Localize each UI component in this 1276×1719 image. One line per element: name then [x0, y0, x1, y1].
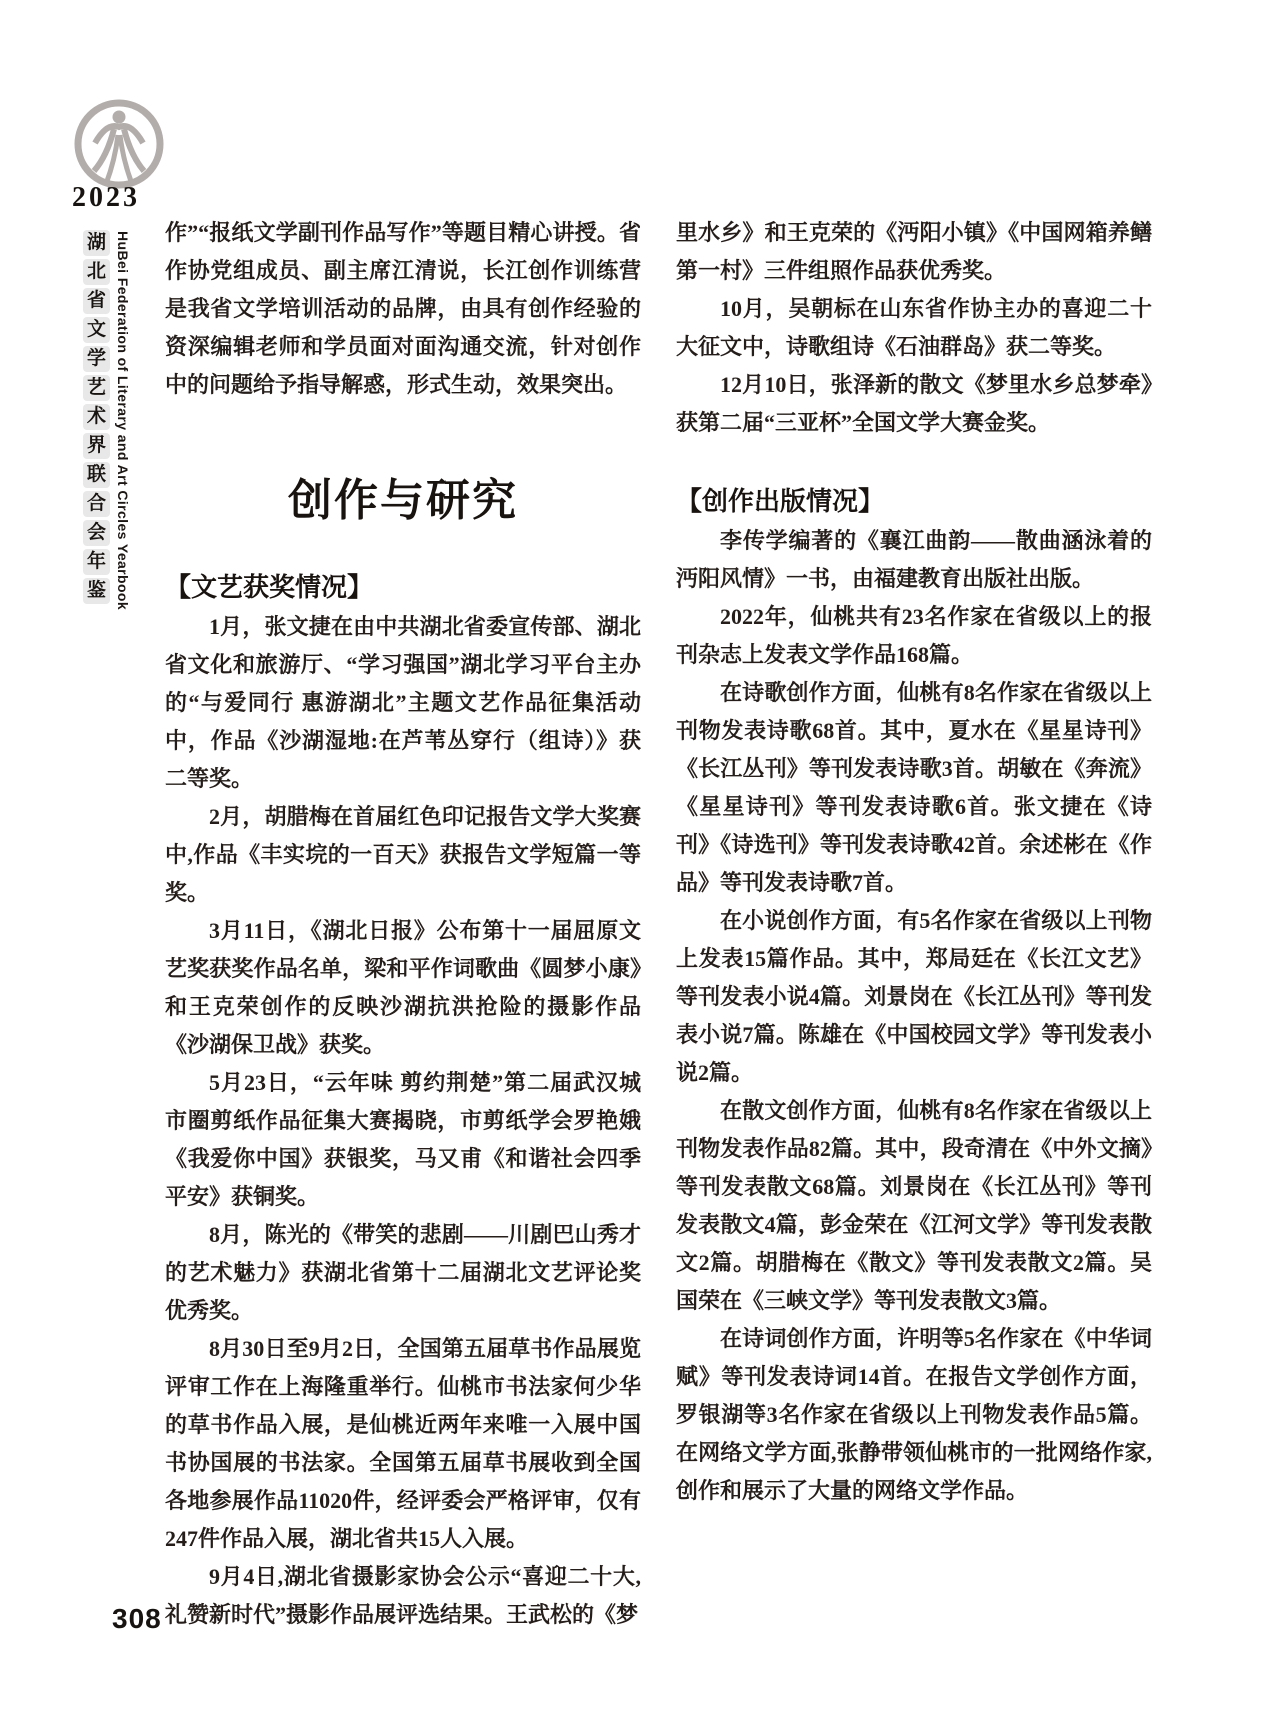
body-paragraph: 12月10日，张泽新的散文《梦里水乡总梦牵》获第二届“三亚杯”全国文学大赛金奖。 — [676, 372, 1152, 435]
sidebar-english-title: HuBei Federation of Literary and Art Circles Yearbook — [115, 231, 131, 611]
sidebar-title-char: 联 — [83, 462, 110, 488]
sidebar-title-char: 术 — [83, 404, 110, 430]
body-paragraph: 8月30日至9月2日，全国第五届草书作品展览评审工作在上海隆重举行。仙桃市书法家何少华的草书作品入展，是仙桃近两年来唯一入展中国书协国展的书法家。全国第五届草书展收到全国各地参展作品11020件，经评委会严格评审，仅有247件作品入展，湖北省共15人入展。 — [165, 1336, 641, 1551]
page-number: 308 — [112, 1603, 162, 1634]
sidebar-vertical-title — [83, 230, 110, 604]
chapter-title: 创作与研究 — [288, 476, 518, 525]
body-paragraph: 1月，张文捷在由中共湖北省委宣传部、湖北省文化和旅游厅、“学习强国”湖北学习平台主办的“与爱同行 惠游湖北”主题文艺作品征集活动中，作品《沙湖湿地:在芦苇丛穿行（组诗）》获二等奖。 — [165, 614, 641, 791]
left-column — [165, 214, 641, 1634]
sidebar-title-char: 艺 — [83, 375, 110, 401]
year-badge: 2023 — [72, 182, 140, 213]
body-paragraph: 里水乡》和王克荣的《沔阳小镇》《中国网箱养鳝第一村》三件组照作品获优秀奖。 — [676, 220, 1152, 283]
sidebar-title-char: 鉴 — [83, 578, 110, 604]
sidebar-title-char: 学 — [83, 346, 110, 372]
body-paragraph: 李传学编著的《襄江曲韵——散曲涵泳着的沔阳风情》一书，由福建教育出版社出版。 — [676, 528, 1152, 591]
body-paragraph: 作”“报纸文学副刊作品写作”等题目精心讲授。省作协党组成员、副主席江清说，长江创作训练营是我省文学培训活动的品牌，由具有创作经验的资深编辑老师和学员面对面沟通交流，针对创作中的问题给予指导解惑，形式生动，效果突出。 — [165, 220, 641, 397]
sidebar-title-char: 年 — [83, 549, 110, 575]
section-heading-awards: 【文艺获奖情况】 — [165, 572, 374, 602]
body-paragraph: 在小说创作方面，有5名作家在省级以上刊物上发表15篇作品。其中，郑局廷在《长江文艺》等刊发表小说4篇。刘景岗在《长江丛刊》等刊发表小说7篇。陈雄在《中国校园文学》等刊发表小说2篇。 — [676, 908, 1152, 1085]
federation-logo-icon — [68, 98, 170, 190]
body-paragraph: 5月23日，“云年味 剪约荆楚”第二届武汉城市圈剪纸作品征集大赛揭晓，市剪纸学会罗艳娥《我爱你中国》获银奖，马又甫《和谐社会四季平安》获铜奖。 — [165, 1070, 641, 1209]
sidebar-title-char: 界 — [83, 433, 110, 459]
body-paragraph: 2月，胡腊梅在首届红色印记报告文学大奖赛中,作品《丰实垸的一百天》获报告文学短篇一等奖。 — [165, 804, 641, 905]
sidebar-title-char: 省 — [83, 288, 110, 314]
body-paragraph: 10月，吴朝标在山东省作协主办的喜迎二十大征文中，诗歌组诗《石油群岛》获二等奖。 — [676, 296, 1152, 359]
sidebar-title-char: 会 — [83, 520, 110, 546]
right-column — [676, 214, 1152, 1510]
section-heading-publication: 【创作出版情况】 — [676, 486, 885, 516]
sidebar-title-char: 合 — [83, 491, 110, 517]
sidebar-title-char: 湖 — [83, 230, 110, 256]
sidebar-title-char: 北 — [83, 259, 110, 285]
sidebar-title-char: 文 — [83, 317, 110, 343]
body-paragraph: 在散文创作方面，仙桃有8名作家在省级以上刊物发表作品82篇。其中，段奇清在《中外文摘》等刊发表散文68篇。刘景岗在《长江丛刊》等刊发表散文4篇，彭金荣在《江河文学》等刊发表散文2篇。胡腊梅在《散文》等刊发表散文2篇。吴国荣在《三峡文学》等刊发表散文3篇。 — [676, 1098, 1152, 1313]
body-paragraph: 3月11日，《湖北日报》公布第十一届屈原文艺奖获奖作品名单，梁和平作词歌曲《圆梦小康》和王克荣创作的反映沙湖抗洪抢险的摄影作品《沙湖保卫战》获奖。 — [165, 918, 641, 1057]
body-paragraph: 2022年，仙桃共有23名作家在省级以上的报刊杂志上发表文学作品168篇。 — [676, 604, 1152, 667]
body-paragraph: 9月4日,湖北省摄影家协会公示“喜迎二十大,礼赞新时代”摄影作品展评选结果。王武松的《梦 — [165, 1564, 641, 1627]
body-paragraph: 在诗歌创作方面，仙桃有8名作家在省级以上刊物发表诗歌68首。其中，夏水在《星星诗刊》《长江丛刊》等刊发表诗歌3首。胡敏在《奔流》《星星诗刊》等刊发表诗歌6首。张文捷在《诗刊》《诗选刊》等刊发表诗歌42首。余述彬在《作品》等刊发表诗歌7首。 — [676, 680, 1152, 895]
body-paragraph: 8月，陈光的《带笑的悲剧——川剧巴山秀才的艺术魅力》获湖北省第十二届湖北文艺评论奖优秀奖。 — [165, 1222, 641, 1323]
body-paragraph: 在诗词创作方面，许明等5名作家在《中华词赋》等刊发表诗词14首。在报告文学创作方面，罗银湖等3名作家在省级以上刊物发表作品5篇。在网络文学方面,张静带领仙桃市的一批网络作家,创作和展示了大量的网络文学作品。 — [676, 1326, 1152, 1503]
